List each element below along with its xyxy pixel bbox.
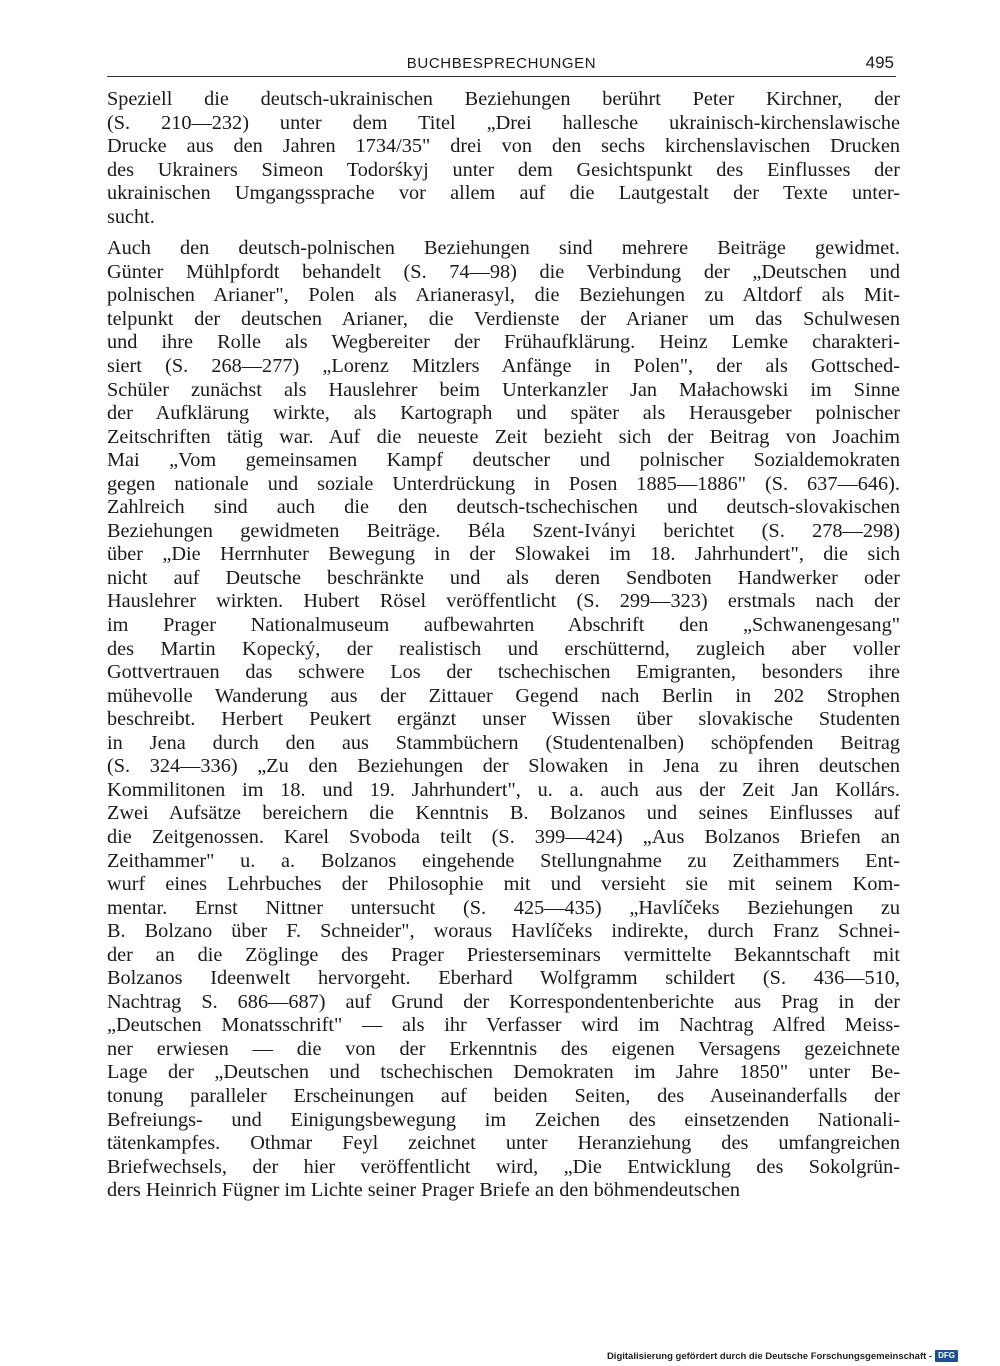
text-line: Zwei Aufsätze bereichern die Kenntnis B. Bolzanos und seines Einflusses auf [107,802,900,825]
text-line: in Jena durch den aus Stammbüchern (Studentenalben) schöpfenden Beitrag [107,731,900,754]
text-line: (S. 324—336) „Zu den Beziehungen der Slowaken in Jena zu ihren deutschen [107,755,900,778]
text-line: Auch den deutsch-polnischen Beziehungen sind mehrere Beiträge gewidmet. [107,237,900,260]
text-line: B. Bolzano über F. Schneider", woraus Havlíčeks indirekte, durch Franz Schnei- [107,920,900,943]
running-title: BUCHBESPRECHUNGEN [406,55,597,72]
text-line: Zeitschriften tätig war. Auf die neueste Zeit bezieht sich der Beitrag von Joachim [107,425,900,448]
footer-text: Digitalisierung gefördert durch die Deutsche Forschungsgemeinschaft - [606,1350,933,1362]
text-line: Beziehungen gewidmeten Beiträge. Béla Szent-Iványi berichtet (S. 278—298) [107,519,900,542]
text-line: des Martin Kopecký, der realistisch und erschütternd, zugleich aber voller [107,637,900,660]
text-line: Lage der „Deutschen und tschechischen Demokraten im Jahre 1850" unter Be- [107,1061,900,1084]
text-line: im Prager Nationalmuseum aufbewahrten Abschrift den „Schwanengesang" [107,614,900,637]
text-line: Bolzanos Ideenwelt hervorgeht. Eberhard Wolfgramm schildert (S. 436—510, [107,967,900,990]
page-number: 495 [865,53,894,72]
text-line: siert (S. 268—277) „Lorenz Mitzlers Anfänge in Polen", der als Gottsched- [107,355,900,378]
text-line: (S. 210—232) unter dem Titel „Drei hallesche ukrainisch-kirchenslawische [107,111,900,134]
text-line: nicht auf Deutsche beschränkte und als deren Sendboten Handwerker oder [107,566,900,589]
text-line: „Deutschen Monatsschrift" — als ihr Verfasser wird im Nachtrag Alfred Meiss- [107,1014,900,1037]
text-line: Günter Mühlpfordt behandelt (S. 74—98) die Verbindung der „Deutschen und [107,260,900,283]
text-line: Zeithammer" u. a. Bolzanos eingehende Stellungnahme zu Zeithammers Ent- [107,849,900,872]
text-line: Befreiungs- und Einigungsbewegung im Zeichen des einsetzenden Nationali- [107,1108,900,1131]
text-line: tonung paralleler Erscheinungen auf beiden Seiten, des Auseinanderfalls der [107,1084,900,1107]
text-line: ders Heinrich Fügner im Lichte seiner Prager Briefe an den böhmendeutschen [107,1179,741,1202]
text-line: Mai „Vom gemeinsamen Kampf deutscher und polnischer Sozialdemokraten [107,449,900,472]
text-line: Nachtrag S. 686—687) auf Grund der Korrespondentenberichte aus Prag in der [107,990,900,1013]
text-line: Drucke aus den Jahren 1734/35" drei von den sechs kirchenslavischen Drucken [107,135,900,158]
text-line: Speziell die deutsch-ukrainischen Beziehungen berührt Peter Kirchner, der [107,88,900,110]
text-line: des Ukrainers Simeon Todorśkyj unter dem Gesichtspunkt des Einflusses der [107,158,900,181]
text-line: tätenkampfes. Othmar Feyl zeichnet unter Heranziehung des umfangreichen [107,1132,900,1155]
text-line: wurf eines Lehrbuches der Philosophie mit und versieht sie mit seinem Kom- [107,873,900,896]
text-line: sucht. [107,205,155,228]
paragraph [107,237,900,1202]
text-line: Schüler zunächst als Hauslehrer beim Unterkanzler Jan Małachowski im Sinne [107,378,900,401]
text-line: beschreibt. Herbert Peukert ergänzt unser Wissen über slovakische Studenten [107,708,900,731]
text-line: Briefwechsels, der hier veröffentlicht wird, „Die Entwicklung des Sokolgrün- [107,1155,900,1178]
paragraph [107,88,900,229]
text-line: Kommilitonen im 18. und 19. Jahrhundert", u. a. auch aus der Zeit Jan Kollárs. [107,778,900,801]
text-line: die Zeitgenossen. Karel Svoboda teilt (S. 399—424) „Aus Bolzanos Briefen an [107,825,900,848]
text-line: ukrainischen Umgangssprache vor allem auf die Lautgestalt der Texte unter- [107,182,900,205]
text-line: gegen nationale und soziale Unterdrückung in Posen 1885—1886" (S. 637—646). [107,472,900,495]
text-line: mentar. Ernst Nittner untersucht (S. 425—435) „Havlíčeks Beziehungen zu [107,896,900,919]
text-line: der Aufklärung wirkte, als Kartograph und später als Herausgeber polnischer [107,402,900,425]
text-line: telpunkt der deutschen Arianer, die Verdienste der Arianer um das Schulwesen [107,307,900,330]
text-line: mühevolle Wanderung aus der Zittauer Gegend nach Berlin in 202 Strophen [107,684,900,707]
text-line: ner erwiesen — die von der Erkenntnis des eigenen Versagens gezeichnete [107,1037,900,1060]
text-line: der an die Zöglinge des Prager Priesterseminars vermittelte Bekanntschaft mit [107,943,900,966]
text-line: Gottvertrauen das schwere Los der tschechischen Emigranten, besonders ihre [107,661,900,684]
text-line: und ihre Rolle als Wegbereiter der Frühaufklärung. Heinz Lemke charakteri- [107,331,900,354]
text-line: Zahlreich sind auch die den deutsch-tschechischen und deutsch-slovakischen [107,496,900,519]
text-line: Hauslehrer wirkten. Hubert Rösel veröffentlicht (S. 299—323) erstmals nach der [107,590,900,613]
running-header [107,52,896,77]
digitization-footer [607,1350,958,1362]
text-line: über „Die Herrnhuter Bewegung in der Slowakei im 18. Jahrhundert", die sich [107,543,900,566]
page-body [107,88,900,1203]
dfg-logo: DFG [935,1350,958,1362]
text-line: polnischen Arianer", Polen als Arianerasyl, die Beziehungen zu Altdorf als Mit- [107,284,900,307]
